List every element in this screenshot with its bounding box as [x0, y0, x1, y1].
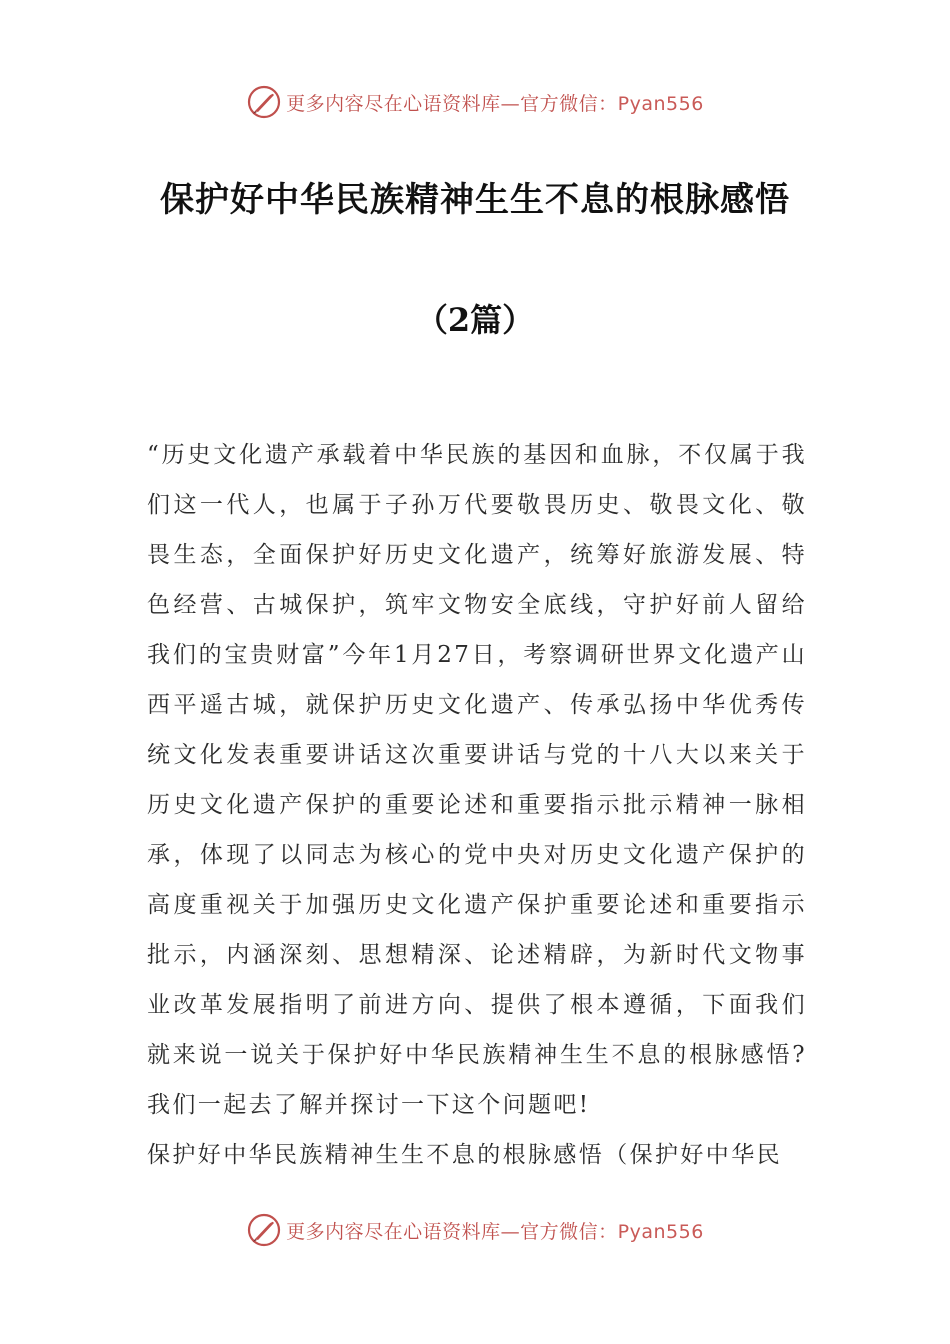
paragraph-heading-line: 保护好中华民族精神生生不息的根脉感悟（保护好中华民: [147, 1142, 782, 1168]
banner-text: 更多内容尽在心语资料库—官方微信：Pyan556: [286, 92, 704, 115]
banner-text: 更多内容尽在心语资料库—官方微信：Pyan556: [286, 1220, 704, 1243]
wechat-id: Pyan556: [617, 1220, 704, 1243]
wechat-id: Pyan556: [617, 92, 704, 115]
paragraph-intro: “历史文化遗产承载着中华民族的基因和血脉，不仅属于我们这一代人，也属于子孙万代要敬畏历史、敬畏文化、敬畏生态，全面保护好历史文化遗产，统筹好旅游发展、特色经营、古城保护，筑牢文物安全底线，守护好前人留给我们的宝贵财富”今年1月27日，考察调研世界文化遗产山西平遥古城，就保护历史文化遗产、传承弘扬中华优秀传统文化发表重要讲话这次重要讲话与党的十八大以来关于历史文化遗产保护的重要论述和重要指示批示精神一脉相承，体现了以同志为核心的党中央对历史文化遗产保护的高度重视关于加强历史文化遗产保护重要论述和重要指示批示，内涵深刻、思想精深、论述精辟，为新时代文物事业改革发展指明了前进方向、提供了根本遵循，下面我们就来说一说关于保护好中华民族精神生生不息的根脉感悟?我们一起去了解并探讨一下这个问题吧!: [147, 442, 807, 1118]
document-body: [147, 430, 807, 1180]
header-banner: [0, 82, 950, 122]
quill-logo-icon: [246, 84, 282, 120]
quill-logo-icon: [246, 1212, 282, 1248]
document-subtitle: （2篇）: [415, 301, 535, 339]
document-title: 保护好中华民族精神生生不息的根脉感悟: [160, 180, 790, 220]
footer-banner: [0, 1210, 950, 1250]
